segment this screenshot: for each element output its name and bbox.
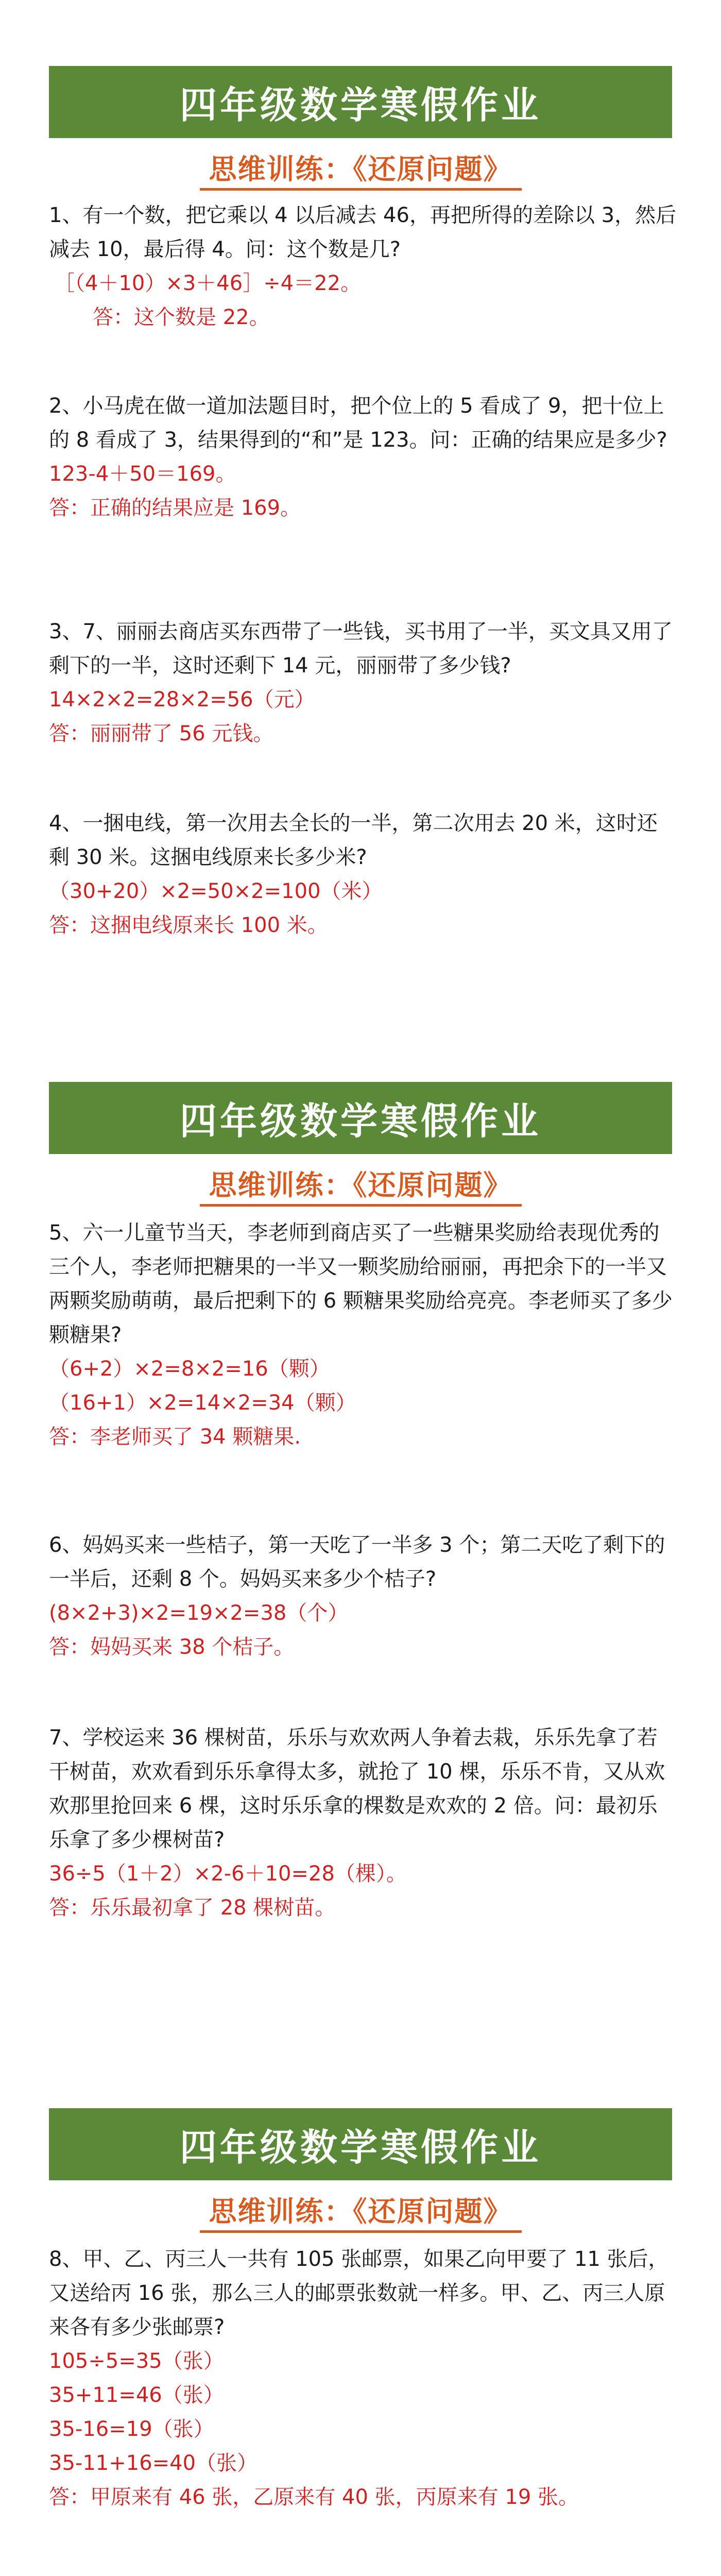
banner-title: 四年级数学寒假作业 bbox=[179, 1099, 541, 1143]
question-text: 1、有一个数，把它乘以 4 以后减去 46，再把所得的差除以 3，然后减去 10，最后得 4。问：这个数是几? bbox=[49, 204, 677, 261]
problem-7 bbox=[49, 1721, 677, 1925]
banner-title: 四年级数学寒假作业 bbox=[179, 2126, 541, 2169]
problem-3 bbox=[49, 615, 677, 751]
calculation-line: （6+2）×2=8×2=16（颗） bbox=[49, 1357, 330, 1381]
question-text: 8、甲、乙、丙三人一共有 105 张邮票，如果乙向甲要了 11 张后，又送给丙 16 张，那么三人的邮票张数就一样多。甲、乙、丙三人原来各有多少张邮票? bbox=[49, 2247, 669, 2339]
subtitle bbox=[0, 2190, 721, 2233]
subtitle-text: 思维训练：《还原问题》 bbox=[200, 147, 522, 191]
calculation-line: 14×2×2=28×2=56（元） bbox=[49, 688, 315, 711]
calculation-line: 35+11=46（张） bbox=[49, 2383, 224, 2407]
calculation-line: (8×2+3)×2=19×2=38（个） bbox=[49, 1601, 349, 1625]
problem-5 bbox=[49, 1216, 677, 1454]
subtitle bbox=[0, 1163, 721, 1207]
problem-6 bbox=[49, 1528, 677, 1664]
calculation-line: 36÷5（1＋2）×2-6＋10=28（棵）。 bbox=[49, 1862, 407, 1886]
question-text: 3、7、丽丽去商店买东西带了一些钱，买书用了一半，买文具又用了剩下的一半，这时还剩下 14 元，丽丽带了多少钱? bbox=[49, 620, 673, 677]
problem-8 bbox=[49, 2242, 677, 2514]
calculation-line: 123-4＋50＝169。 bbox=[49, 462, 236, 486]
calculation-line: （16+1）×2=14×2=34（颗） bbox=[49, 1391, 356, 1415]
answer-text: 答：这捆电线原来长 100 米。 bbox=[49, 913, 328, 937]
calculation-line: （30+20）×2=50×2=100（米） bbox=[49, 879, 383, 903]
banner bbox=[49, 2108, 672, 2180]
answer-text: 答：李老师买了 34 颗糖果. bbox=[49, 1425, 301, 1449]
answer-text: 答：乐乐最初拿了 28 棵树苗。 bbox=[49, 1896, 336, 1920]
answer-text: 答：丽丽带了 56 元钱。 bbox=[49, 722, 274, 745]
question-text: 2、小马虎在做一道加法题目时，把个位上的 5 看成了 9，把十位上的 8 看成了 3，结果得到的“和”是 123。问：正确的结果应是多少? bbox=[49, 394, 667, 452]
banner bbox=[49, 66, 672, 138]
question-text: 4、一捆电线，第一次用去全长的一半，第二次用去 20 米，这时还剩 30 米。这捆电线原来长多少米? bbox=[49, 811, 658, 869]
banner-title: 四年级数学寒假作业 bbox=[179, 83, 541, 127]
problem-1 bbox=[49, 198, 677, 334]
answer-text: 答：正确的结果应是 169。 bbox=[49, 496, 301, 520]
problem-2 bbox=[49, 389, 677, 525]
calculation-line: 35-16=19（张） bbox=[49, 2417, 214, 2441]
subtitle-text: 思维训练：《还原问题》 bbox=[200, 2190, 522, 2233]
answer-text: 答：甲原来有 46 张，乙原来有 40 张，丙原来有 19 张。 bbox=[49, 2485, 579, 2509]
question-text: 5、六一儿童节当天，李老师到商店买了一些糖果奖励给表现优秀的三个人，李老师把糖果的一半又一颗奖励给丽丽，再把余下的一半又两颗奖励萌萌，最后把剩下的 6 颗糖果奖励给亮亮。李老师买了多少颗糖果? bbox=[49, 1221, 673, 1347]
answer-text: 答：妈妈买来 38 个桔子。 bbox=[49, 1635, 295, 1659]
problem-4 bbox=[49, 806, 677, 942]
question-text: 7、学校运来 36 棵树苗，乐乐与欢欢两人争着去栽，乐乐先拿了若干树苗，欢欢看到乐乐拿得太多，就抢了 10 棵，乐乐不肯，又从欢欢那里抢回来 6 棵，这时乐乐拿的棵数是欢欢的 2 倍。问：最初乐乐拿了多少棵树苗? bbox=[49, 1726, 665, 1852]
answer-text: 答：这个数是 22。 bbox=[93, 306, 270, 329]
question-text: 6、妈妈买来一些桔子，第一天吃了一半多 3 个；第二天吃了剩下的一半后，还剩 8 个。妈妈买来多少个桔子? bbox=[49, 1533, 665, 1591]
subtitle bbox=[0, 147, 721, 191]
calculation-line: 35-11+16=40（张） bbox=[49, 2451, 258, 2475]
subtitle-text: 思维训练：《还原问题》 bbox=[200, 1163, 522, 1207]
calculation-line: ［（4＋10）×3＋46］÷4＝22。 bbox=[54, 272, 362, 295]
calculation-line: 105÷5=35（张） bbox=[49, 2349, 224, 2373]
banner bbox=[49, 1082, 672, 1154]
